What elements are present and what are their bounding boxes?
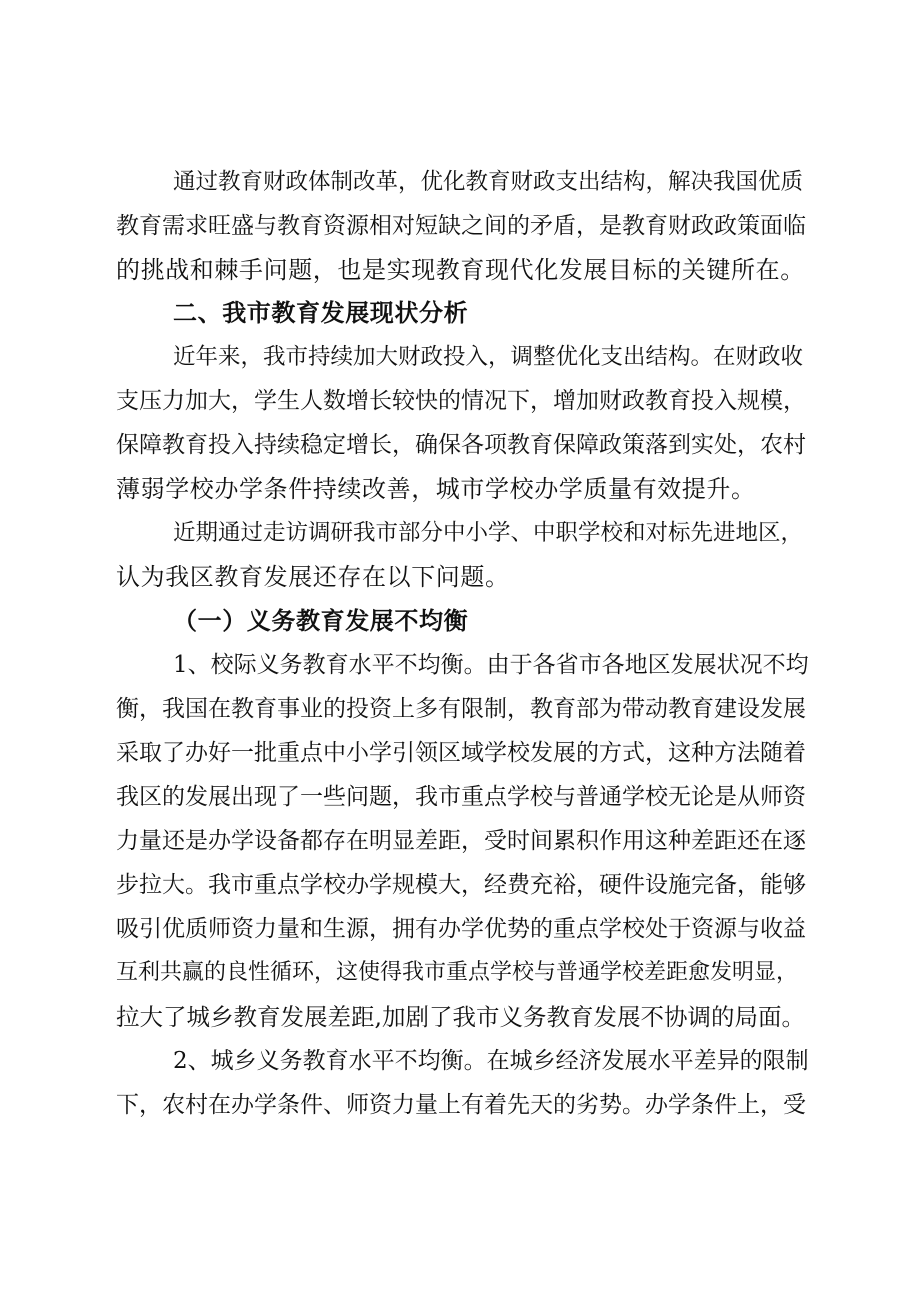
point1-paragraph-line: 步拉大。我市重点学校办学规模大，经费充裕，硬件设施完备，能够 <box>116 872 806 898</box>
point2-paragraph-line: 2、城乡义务教育水平不均衡。在城乡经济发展水平差异的限制 <box>173 1048 809 1074</box>
status-paragraph-line: 近年来，我市持续加大财政投入，调整优化支出结构。在财政收 <box>173 344 804 370</box>
intro-paragraph-line: 通过教育财政体制改革，优化教育财政支出结构，解决我国优质 <box>173 169 804 195</box>
survey-paragraph-line: 认为我区教育发展还存在以下问题。 <box>116 563 510 591</box>
status-paragraph-line: 薄弱学校办学条件持续改善，城市学校办学质量有效提升。 <box>116 475 756 503</box>
section-heading: 二、我市教育发展现状分析 <box>173 299 469 327</box>
point1-paragraph-line: 拉大了城乡教育发展差距,加剧了我市义务教育发展不协调的局面。 <box>116 1003 805 1031</box>
point1-paragraph-line: 互利共赢的良性循环，这使得我市重点学校与普通学校差距愈发明显， <box>116 960 799 985</box>
point1-paragraph-line: 力量还是办学设备都存在明显差距，受时间累积作用这种差距还在逐 <box>116 828 806 854</box>
intro-paragraph-line: 的挑战和棘手问题，也是实现教育现代化发展目标的关键所在。 <box>116 256 805 284</box>
subheading: （一）义务教育发展不均衡 <box>173 607 469 635</box>
point1-paragraph-line: 1、校际义务教育水平不均衡。由于各省市各地区发展状况不均 <box>173 652 809 678</box>
status-paragraph-line: 支压力加大，学生人数增长较快的情况下，增加财政教育投入规模， <box>116 388 806 414</box>
point1-paragraph-line: 吸引优质师资力量和生源，拥有办学优势的重点学校处于资源与收益 <box>116 916 806 942</box>
point1-paragraph-line: 我区的发展出现了一些问题，我市重点学校与普通学校无论是从师资 <box>116 784 806 810</box>
status-paragraph-line: 保障教育投入持续稳定增长，确保各项教育保障政策落到实处，农村 <box>116 432 806 458</box>
point1-paragraph-line: 衡，我国在教育事业的投资上多有限制，教育部为带动教育建设发展 <box>116 696 806 722</box>
intro-paragraph-line: 教育需求旺盛与教育资源相对短缺之间的矛盾，是教育财政政策面临 <box>116 213 806 239</box>
point1-paragraph-line: 采取了办好一批重点中小学引领区域学校发展的方式，这种方法随着 <box>116 740 806 766</box>
survey-paragraph-line: 近期通过走访调研我市部分中小学、中职学校和对标先进地区， <box>173 520 804 546</box>
point2-paragraph-line: 下，农村在办学条件、师资力量上有着先天的劣势。办学条件上，受 <box>116 1092 806 1118</box>
